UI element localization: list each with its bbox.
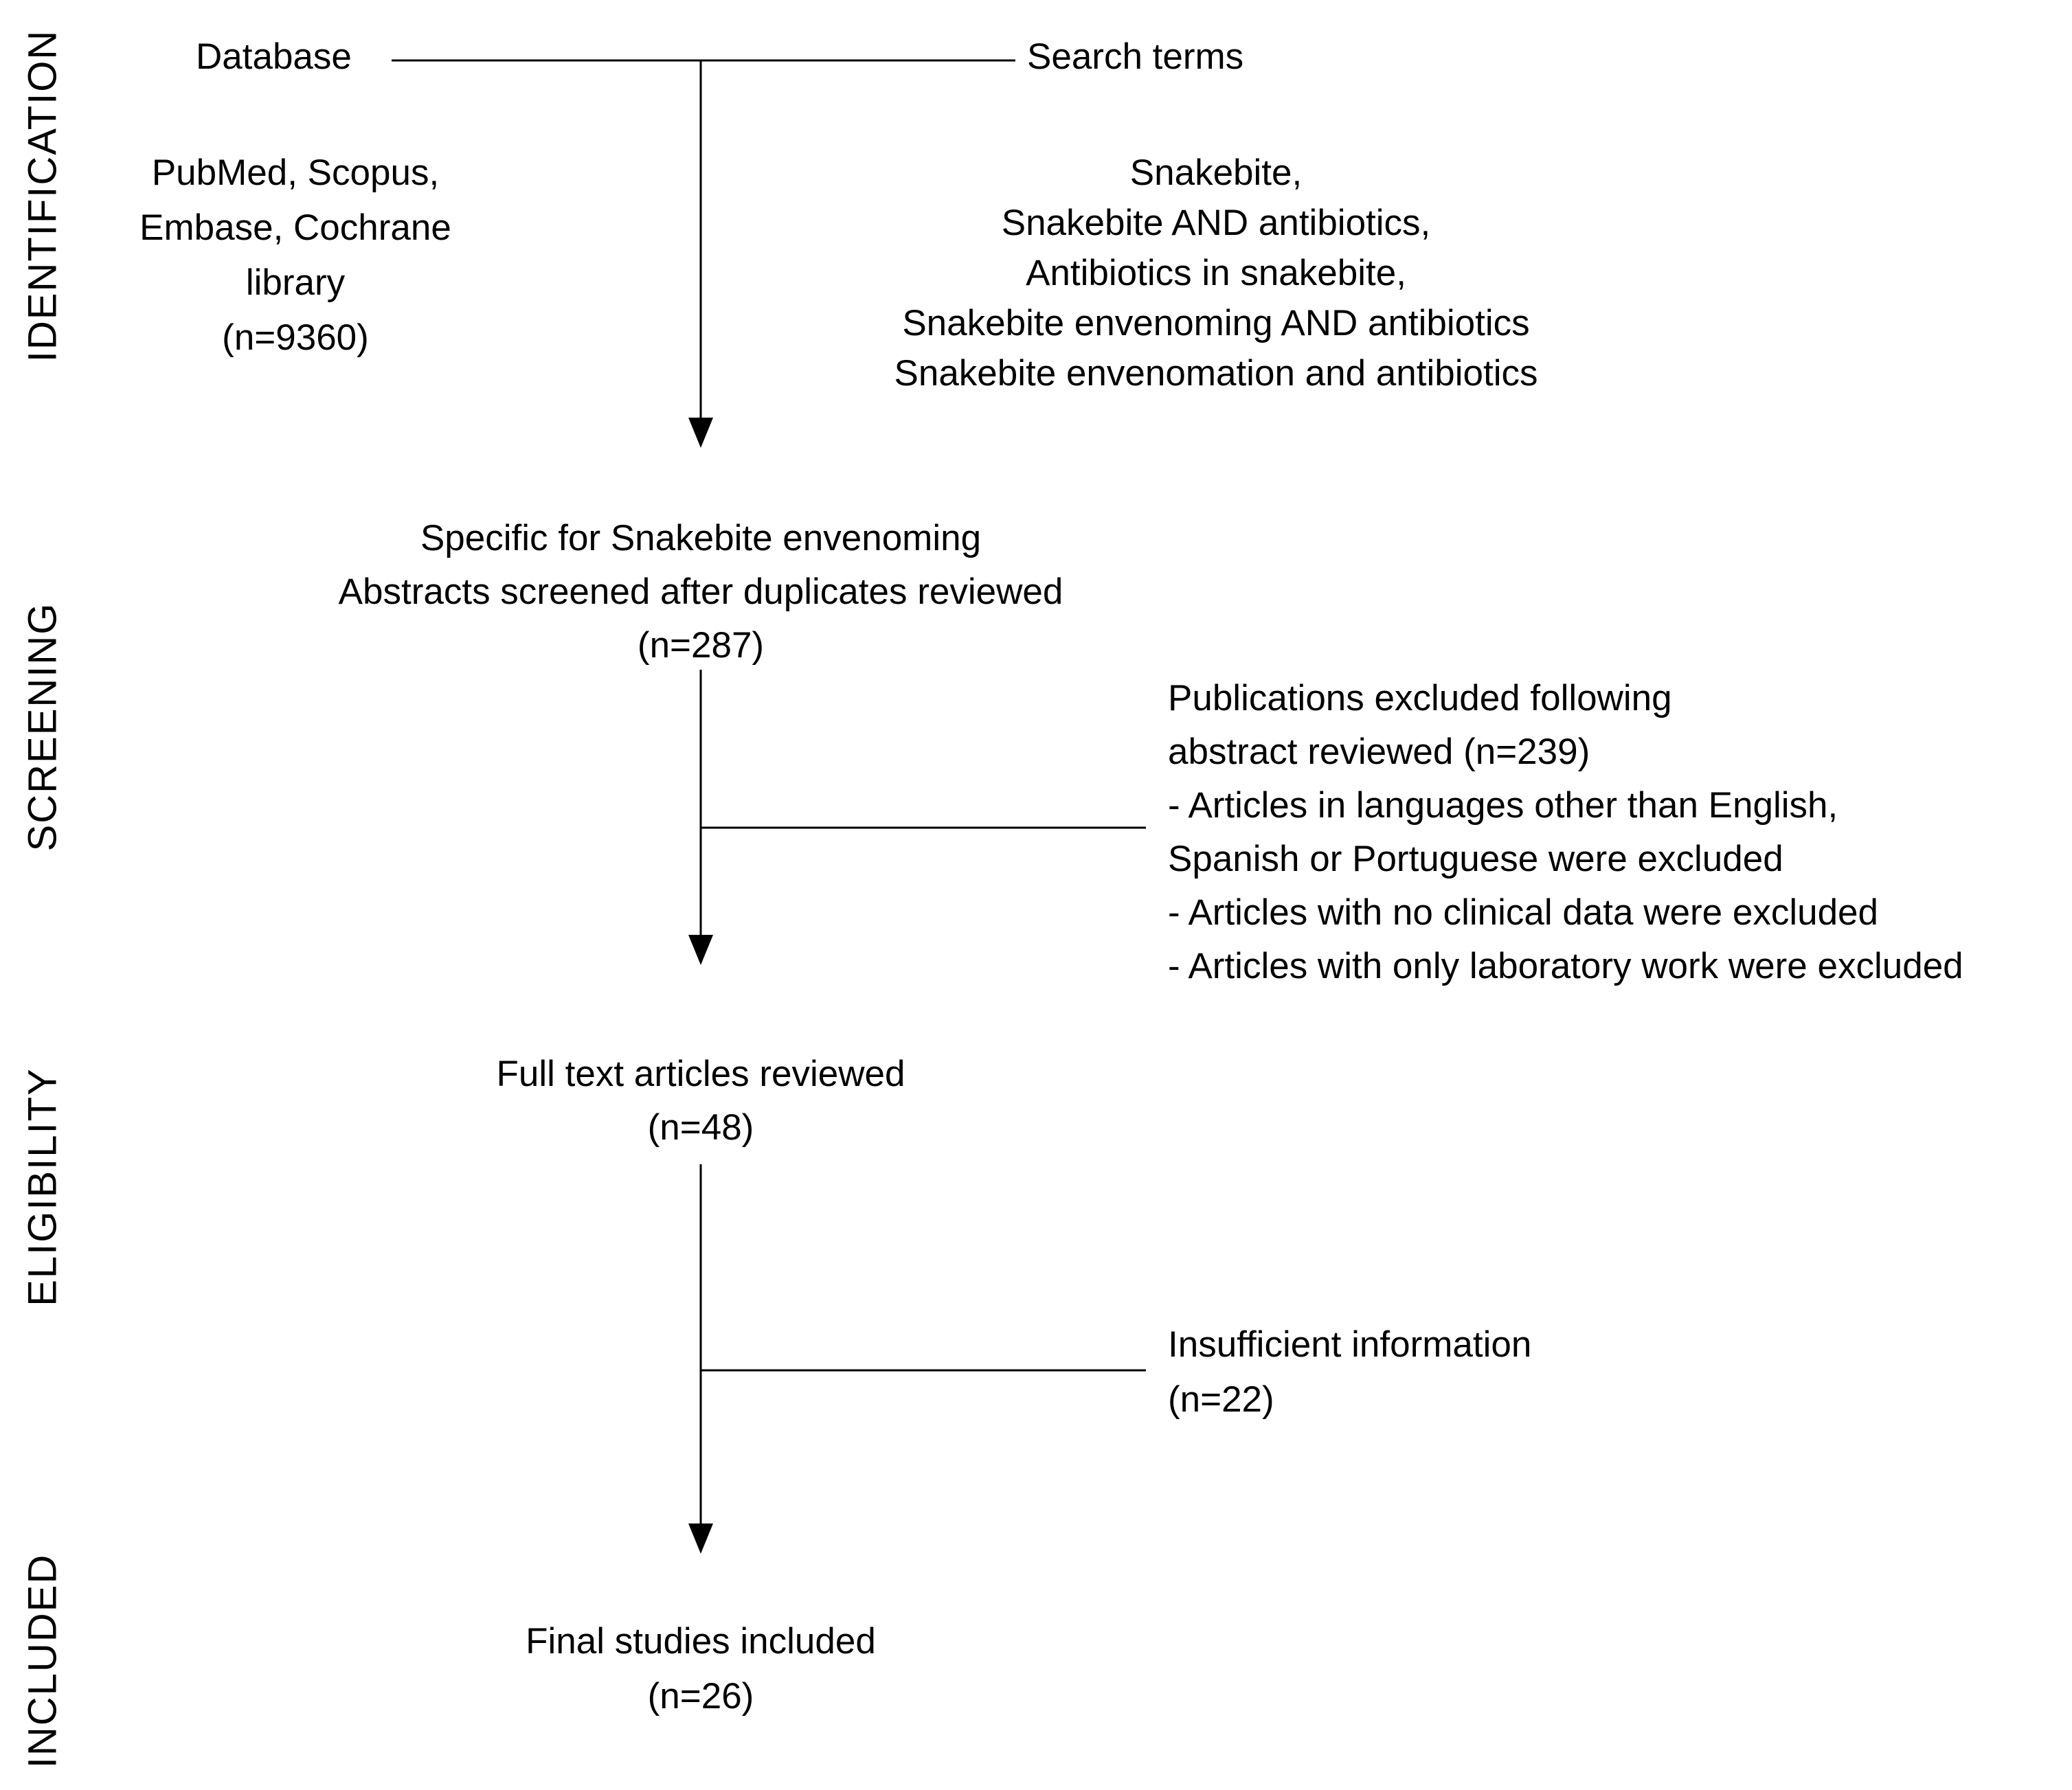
text-line: Antibiotics in snakebite, [1026,253,1406,293]
database-header-label: Database [196,36,352,77]
text-line: Snakebite envenomation and antibiotics [894,353,1538,394]
text-line: Abstracts screened after duplicates reviewed [338,571,1063,612]
abstracts-screened-text [220,512,1182,672]
publications-excluded-text [1168,672,2072,993]
text-line: Full text articles reviewed [496,1054,905,1094]
text-line: - Articles with only laboratory work were excluded [1168,946,1963,986]
text-line: Publications excluded following [1168,678,1672,718]
text-line: Snakebite AND antibiotics, [1001,203,1431,243]
stage-label-included: INCLUDED [20,1553,65,1769]
text-line: library [245,262,346,303]
database-sources-text [82,146,508,365]
text-line: Insufficient information [1168,1324,1532,1365]
text-line: (n=26) [647,1676,754,1717]
text-line: Snakebite, [1129,152,1303,193]
screening-down-arrowhead [688,935,713,965]
text-line: (n=9360) [222,317,369,358]
text-line: PubMed, Scopus, [151,152,440,193]
search-terms-header-label: Search terms [1027,36,1244,77]
text-line: Spanish or Portuguese were excluded [1168,839,1783,879]
eligibility-down-arrowhead [688,1523,713,1554]
full-text-reviewed-text [289,1047,1113,1155]
identification-down-arrowhead [688,418,713,448]
stage-label-identification: IDENTIFICATION [20,29,65,363]
text-line: - Articles with no clinical data were excluded [1168,892,1878,933]
text-line: Final studies included [526,1621,876,1662]
text-line: Embase, Cochrane [139,207,451,248]
insufficient-information-text [1168,1317,1786,1427]
text-line: (n=287) [637,625,765,666]
text-line: (n=48) [647,1107,754,1148]
text-line: (n=22) [1168,1379,1274,1420]
final-studies-text [289,1614,1113,1724]
stage-label-eligibility: ELIGIBILITY [20,1067,65,1306]
search-terms-text [790,148,1642,398]
text-line: Snakebite envenoming AND antibiotics [902,303,1530,343]
stage-label-screening: SCREENING [20,602,65,852]
text-line: Specific for Snakebite envenoming [420,518,982,558]
text-line: abstract reviewed (n=239) [1168,732,1590,772]
text-line: - Articles in languages other than English, [1168,785,1838,826]
